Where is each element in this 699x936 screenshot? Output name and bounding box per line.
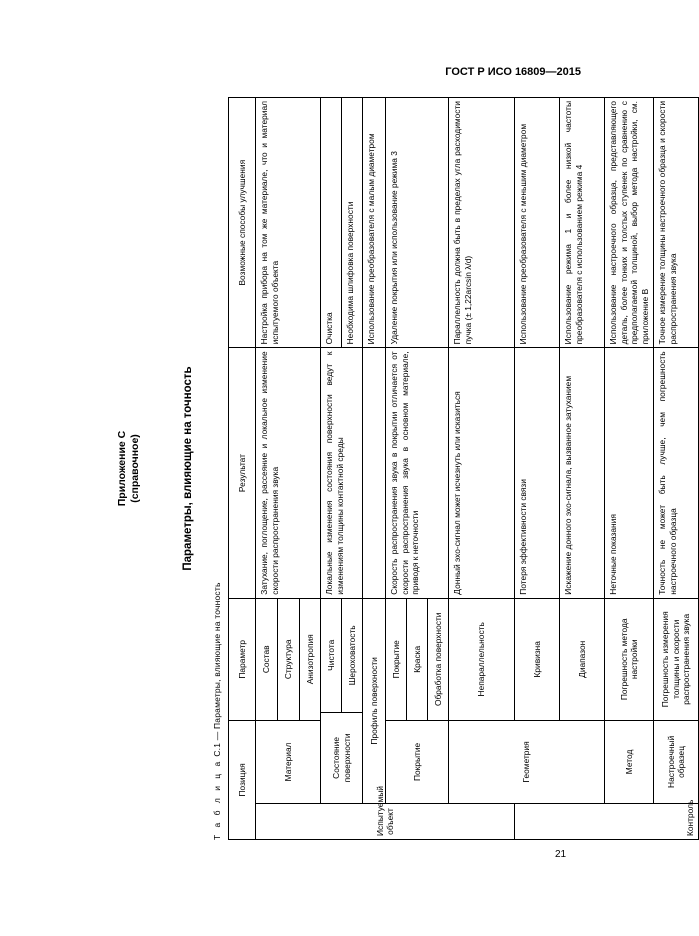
improvement-range: Использование режима 1 и более низкой частоты преобразователя с использованием режима 4 <box>560 98 605 348</box>
table-caption-prefix: Т а б л и ц а <box>212 759 222 840</box>
table-caption <box>212 97 224 840</box>
param-coating: Покрытие <box>386 598 407 720</box>
result-coating: Скорость распространения звука в покрытии отличается от скорости распространения звука в основном материале, приводя к неточности <box>386 348 449 598</box>
improvement-nonparallel: Параллельность должна быть в пределах угла расходимости пучка (± 1,22arcsin λ/d) <box>449 98 515 348</box>
page-number: 21 <box>555 849 567 860</box>
param-structure: Структура <box>278 598 300 720</box>
result-method: Неточные показания <box>605 348 654 598</box>
table-row <box>449 98 515 840</box>
table-header-row <box>229 98 256 840</box>
table-row <box>363 98 386 840</box>
result-curvature: Потеря эффективности связи <box>515 348 560 598</box>
param-paint: Краска <box>407 598 428 720</box>
appendix-heading <box>116 97 142 840</box>
appendix-kind: (справочное) <box>129 434 141 503</box>
result-profile-empty <box>363 348 386 598</box>
improvement-roughness: Необходима шлифовка поверхности <box>342 98 363 348</box>
header-parameter: Параметр <box>229 598 256 720</box>
header-improvement: Возможные способы улучшения <box>229 98 256 348</box>
param-composition: Состав <box>256 598 278 720</box>
table-row <box>256 98 278 840</box>
header-position: Позиция <box>229 720 256 839</box>
subgroup-material: Материал <box>256 720 321 803</box>
subgroup-method: Метод <box>605 720 654 803</box>
header-result: Результат <box>229 348 256 598</box>
improvement-method: Использование настроечного образца, представляющего деталь, более тонких и толстых ступенек по сравнению с предполагаемой толщиной, выбор метода настройки, см. приложение В <box>605 98 654 348</box>
param-surface-treatment: Обработка поверхности <box>428 598 449 720</box>
appendix-title: Параметры, влияющие на точность <box>182 366 194 571</box>
param-method-error: Погрешность метода настройки <box>605 598 654 720</box>
param-range: Диапазон <box>560 598 605 720</box>
param-ref-error: Погрешность измерения толщины и скорости распространения звука <box>654 598 699 720</box>
subgroup-geometry: Геометрия <box>449 720 605 803</box>
table-row <box>605 98 654 840</box>
param-cleanliness: Чистота <box>321 598 342 712</box>
param-curvature: Кривизна <box>515 598 560 720</box>
result-nonparallel: Донный эхо-сигнал может исчезнуть или исказиться <box>449 348 515 598</box>
group-test-object: Испытуемый объект <box>256 803 515 839</box>
table-row <box>321 98 342 840</box>
appendix-label: Приложение С <box>116 430 128 507</box>
result-range: Искажение донного эхо-сигнала, вызванное затуханием <box>560 348 605 598</box>
param-surface-profile: Профиль поверхности <box>363 598 386 803</box>
param-roughness: Шероховатость <box>342 598 363 712</box>
improvement-reference: Точное измерение толщины настроечного образца и скорости распространения звука <box>654 98 699 348</box>
accuracy-parameters-table <box>228 97 699 840</box>
subgroup-coating: Покрытие <box>386 720 449 803</box>
document-code: ГОСТ Р ИСО 16809—2015 <box>445 66 581 78</box>
table-caption-text: С.1 — Параметры, влияющие на точность <box>212 582 222 757</box>
result-surface: Локальные изменения состояния поверхности ведут к изменениям толщины контактной среды <box>321 348 363 598</box>
improvement-material: Настройка прибора на том же материале, что и материал испытуемого объекта <box>256 98 321 348</box>
improvement-cleanliness: Очистка <box>321 98 342 348</box>
subgroup-reference: Настроечный образец <box>654 720 699 803</box>
improvement-curvature: Использование преобразователя с меньшим диаметром <box>515 98 560 348</box>
result-material: Затухание, поглощение, рассеяние и локальное изменение скорости распространения звука <box>256 348 321 598</box>
improvement-coating: Удаление покрытия или использование режима 3 <box>386 98 449 348</box>
table-row <box>386 98 407 840</box>
param-anisotropy: Анизотропия <box>300 598 321 720</box>
subgroup-surface-state: Состояние поверхности <box>321 712 363 803</box>
param-nonparallel: Непараллельность <box>449 598 515 720</box>
rotated-content <box>116 97 695 840</box>
improvement-profile: Использование преобразователя с малым диаметром <box>363 98 386 348</box>
table-row <box>654 98 699 840</box>
result-reference: Точность не может быть лучше, чем погрешность настроечного образца <box>654 348 699 598</box>
group-control: Контроль <box>515 803 699 839</box>
